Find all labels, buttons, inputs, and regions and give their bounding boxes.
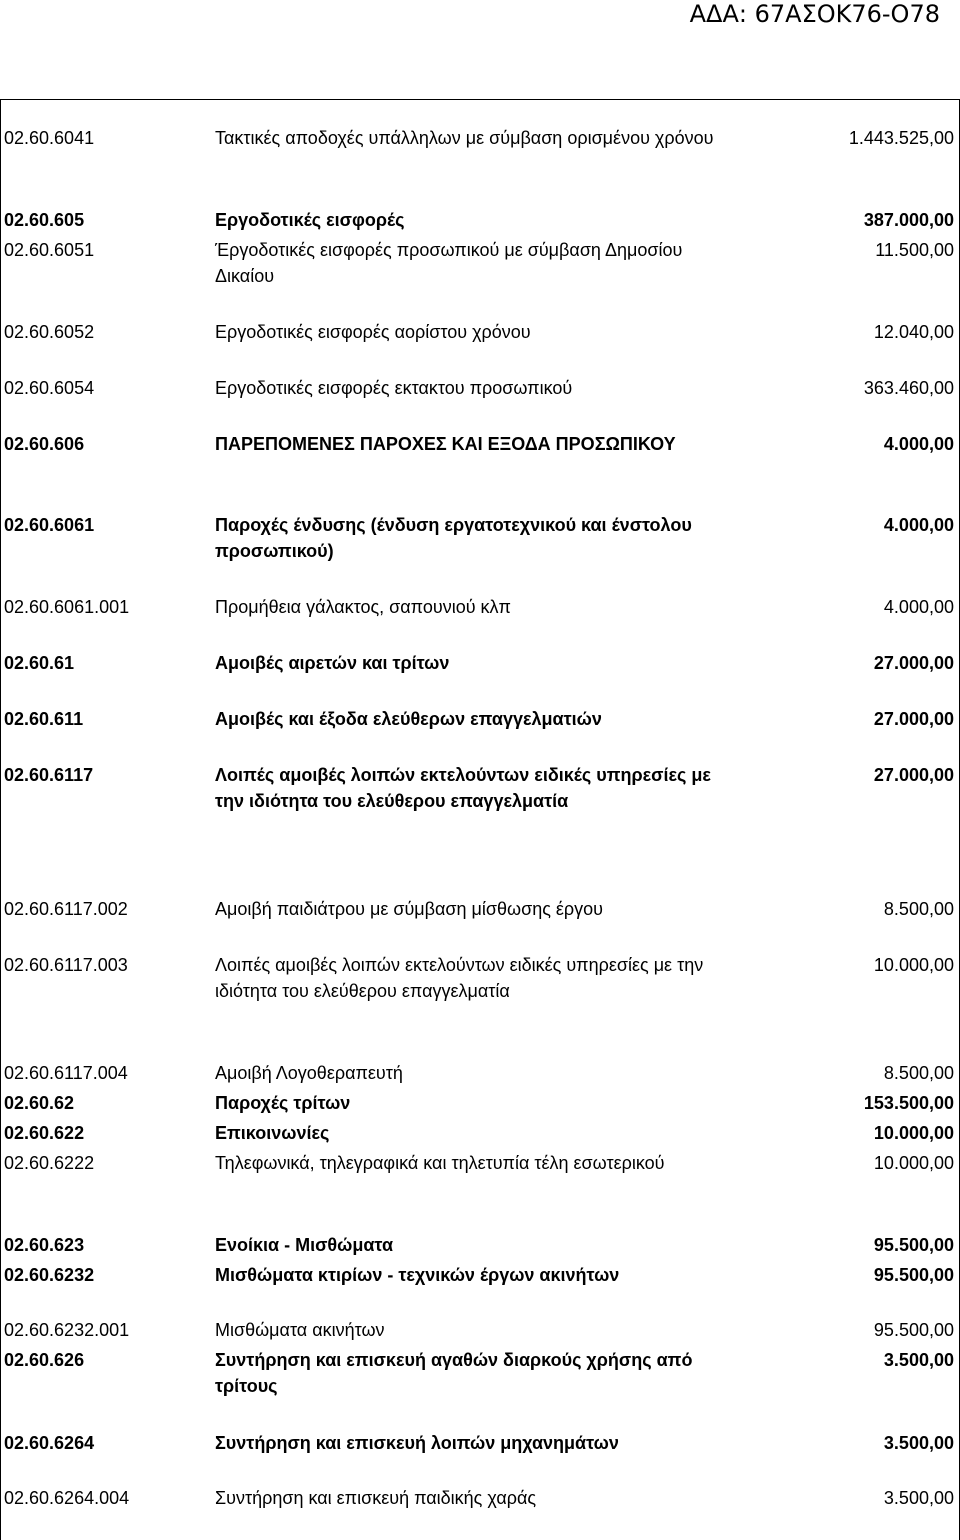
row-description: Λοιπές αμοιβές λοιπών εκτελούντων ειδικές υπηρεσίες με την ιδιότητα του ελεύθερου επαγγελματία [215, 765, 711, 811]
row-code: 02.60.6264.004 [4, 1488, 130, 1508]
row-description: Αμοιβές αιρετών και τρίτων [215, 653, 450, 673]
row-amount: 4.000,00 [883, 434, 954, 454]
row-code: 02.60.6061 [4, 515, 95, 535]
row-code: 02.60.61 [4, 653, 75, 673]
row-description: Μισθώματα ακινήτων [215, 1320, 385, 1340]
row-amount: 95.500,00 [873, 1320, 954, 1340]
row-code: 02.60.605 [4, 210, 85, 230]
row-code: 02.60.62 [4, 1093, 75, 1113]
row-description: Συντήρηση και επισκευή αγαθών διαρκούς χρήσης από τρίτους [215, 1350, 693, 1396]
row-amount: 10.000,00 [873, 1123, 954, 1143]
row-code: 02.60.6054 [4, 378, 95, 398]
row-code: 02.60.6117 [4, 765, 94, 785]
row-description: Παροχές ένδυσης (ένδυση εργατοτεχνικού και ένστολου προσωπικού) [215, 515, 692, 561]
row-amount: 3.500,00 [883, 1433, 954, 1453]
row-amount: 11.500,00 [875, 240, 954, 260]
row-amount: 27.000,00 [873, 765, 954, 785]
row-code: 02.60.606 [4, 434, 85, 454]
row-amount: 10.000,00 [873, 955, 954, 975]
row-description: Αμοιβή Λογοθεραπευτή [215, 1063, 403, 1083]
row-description: Τηλεφωνικά, τηλεγραφικά και τηλετυπία τέλη εσωτερικού [215, 1153, 665, 1173]
row-amount: 8.500,00 [883, 1063, 954, 1083]
row-code: 02.60.6222 [4, 1153, 95, 1173]
row-amount: 95.500,00 [873, 1235, 954, 1255]
row-amount: 27.000,00 [873, 709, 954, 729]
table-left-border [0, 99, 1, 1540]
row-amount: 3.500,00 [883, 1350, 954, 1370]
row-code: 02.60.626 [4, 1350, 85, 1370]
row-description: Συντήρηση και επισκευή λοιπών μηχανημάτων [215, 1433, 619, 1453]
row-amount: 1.443.525,00 [848, 128, 954, 148]
row-code: 02.60.6052 [4, 322, 95, 342]
row-code: 02.60.6041 [4, 128, 95, 148]
row-description: Εργοδοτικές εισφορές εκτακτου προσωπικού [215, 378, 573, 398]
budget-table [0, 99, 960, 1540]
row-description: Έργοδοτικές εισφορές προσωπικού με σύμβαση Δημοσίου Δικαίου [215, 240, 683, 286]
row-description: Λοιπές αμοιβές λοιπών εκτελούντων ειδικές υπηρεσίες με την ιδιότητα του ελεύθερου επαγγελματία [215, 955, 704, 1001]
row-description: Εργοδοτικές εισφορές [215, 210, 405, 230]
row-description: Προμήθεια γάλακτος, σαπουνιού κλπ [215, 597, 511, 617]
row-description: Συντήρηση και επισκευή παιδικής χαράς [215, 1488, 537, 1508]
ada-code: ΑΔΑ: 67ΑΣΟΚ76-Ο78 [689, 0, 940, 28]
row-amount: 4.000,00 [883, 597, 954, 617]
row-code: 02.60.623 [4, 1235, 85, 1255]
row-code: 02.60.6117.004 [4, 1063, 128, 1083]
row-code: 02.60.6051 [4, 240, 95, 260]
row-code: 02.60.622 [4, 1123, 85, 1143]
row-amount: 8.500,00 [883, 899, 954, 919]
row-description: Αμοιβή παιδιάτρου με σύμβαση μίσθωσης έργου [215, 899, 604, 919]
row-amount: 363.460,00 [863, 378, 954, 398]
row-code: 02.60.6232 [4, 1265, 95, 1285]
row-amount: 12.040,00 [873, 322, 954, 342]
row-code: 02.60.6232.001 [4, 1320, 130, 1340]
row-amount: 27.000,00 [873, 653, 954, 673]
row-code: 02.60.6264 [4, 1433, 95, 1453]
row-code: 02.60.6117.002 [4, 899, 128, 919]
row-amount: 387.000,00 [863, 210, 954, 230]
row-code: 02.60.611 [4, 709, 84, 729]
row-amount: 95.500,00 [873, 1265, 954, 1285]
row-description: Επικοινωνίες [215, 1123, 330, 1143]
row-amount: 153.500,00 [863, 1093, 954, 1113]
row-description: Ενοίκια - Μισθώματα [215, 1235, 394, 1255]
row-amount: 3.500,00 [883, 1488, 954, 1508]
row-description: ΠΑΡΕΠΟΜΕΝΕΣ ΠΑΡΟΧΕΣ ΚΑΙ ΕΞΟΔΑ ΠΡΟΣΩΠΙΚΟΥ [215, 434, 676, 454]
row-description: Παροχές τρίτων [215, 1093, 351, 1113]
row-amount: 4.000,00 [883, 515, 954, 535]
row-amount: 10.000,00 [873, 1153, 954, 1173]
row-code: 02.60.6061.001 [4, 597, 130, 617]
row-code: 02.60.6117.003 [4, 955, 128, 975]
row-description: Μισθώματα κτιρίων - τεχνικών έργων ακινήτων [215, 1265, 620, 1285]
row-description: Εργοδοτικές εισφορές αορίστου χρόνου [215, 322, 531, 342]
table-top-border [0, 99, 960, 100]
row-description: Τακτικές αποδοχές υπάλληλων με σύμβαση ορισμένου χρόνου [215, 128, 714, 148]
row-description: Αμοιβές και έξοδα ελεύθερων επαγγελματιών [215, 709, 602, 729]
